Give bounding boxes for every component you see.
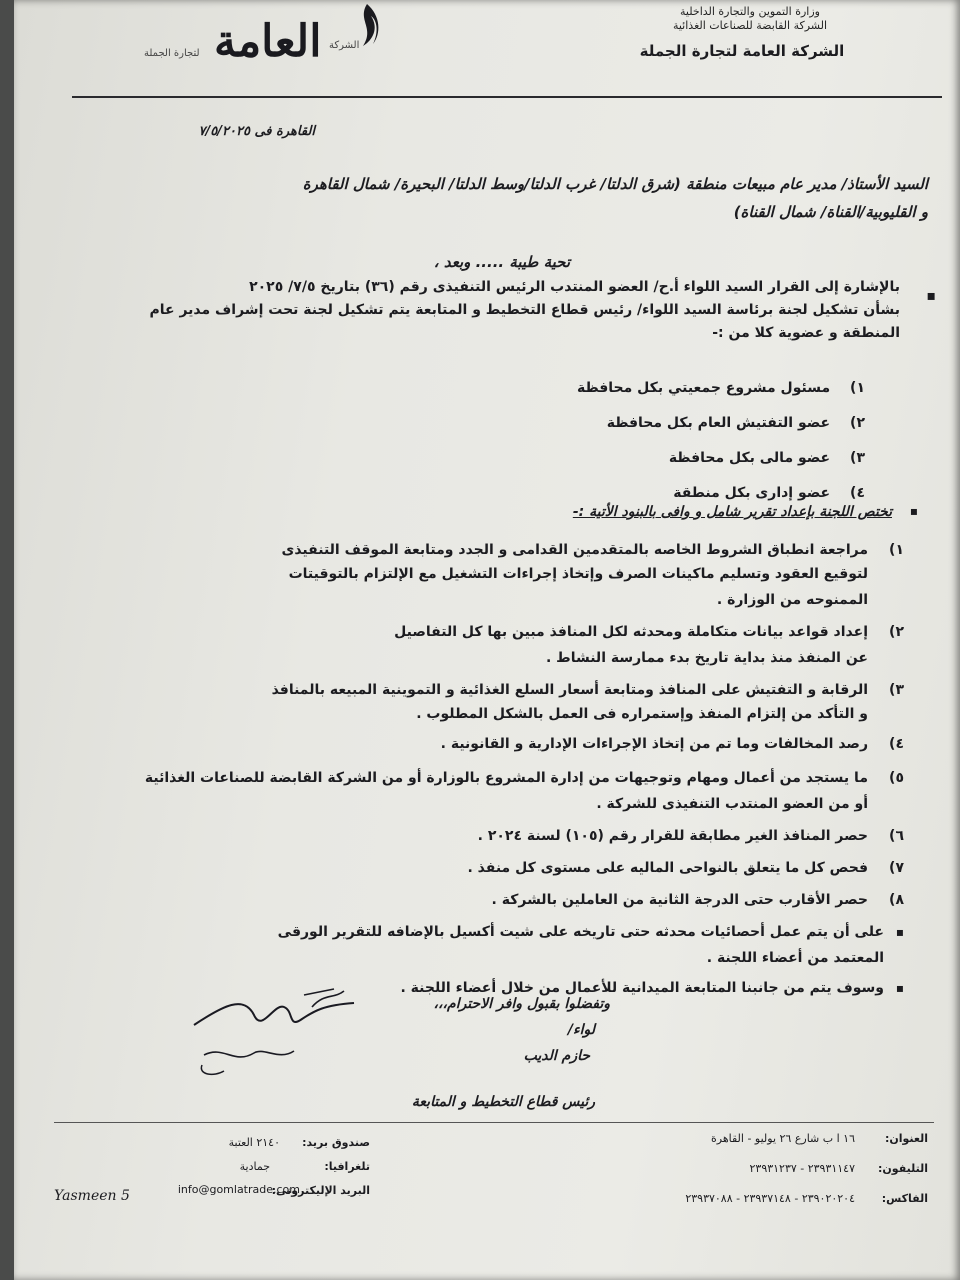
closing-salutation: وتفضلوا بقبول وافر الاحترام،،، — [433, 996, 610, 1012]
signatory-rank: لواء/ — [567, 1022, 595, 1038]
member-item: ٣) عضو مالى بكل محافظة — [668, 450, 865, 466]
company-name: الشركة العامة لتجارة الجملة — [639, 42, 845, 60]
footer-pobox-value: ٢١٤٠ العتبة — [228, 1136, 280, 1149]
footer-divider — [54, 1122, 934, 1123]
members-list — [465, 376, 865, 516]
member-item: ٤) عضو إدارى بكل منطقة — [673, 485, 865, 501]
footer-fax-label: الفاكس: — [881, 1192, 928, 1205]
footer-telegraph-label: تلغرافيا: — [324, 1160, 370, 1173]
member-item: ٢) عضو التفتيش العام بكل محافظة — [606, 415, 865, 431]
bullet-icon: ▪ — [909, 504, 918, 518]
signatory-name: حازم الديب — [523, 1048, 590, 1064]
recipient-address — [108, 170, 928, 226]
intro-line-1: بالإشارة إلى القرار السيد اللواء أ.ح/ العضو المنتدب الرئيس التنفيذى رقم (٣٦) بتاريخ ٧/٥/ ٢٠٢٥ — [249, 279, 900, 295]
ministry-name: وزارة التموين والتجارة الداخلية — [680, 5, 820, 18]
footer-email-label: البريد الإليكترونى: — [271, 1184, 370, 1197]
signatory-position: رئيس قطاع التخطيط و المتابعة — [411, 1094, 595, 1110]
letterhead-authority — [590, 5, 910, 33]
header-divider — [72, 96, 942, 98]
logo-flame-icon — [349, 2, 385, 62]
logo-prefix: الشركة — [329, 40, 360, 51]
footer-address-label: العنوان: — [884, 1132, 928, 1145]
footer-email-value: info@gomlatrade.com — [177, 1183, 300, 1196]
intro-line-3: المنطقة و عضوية كلا من :- — [712, 325, 900, 341]
letter-paper: وزارة التموين والتجارة الداخلية الشركة القابضة للصناعات الغذائية الشركة العامة لتجارة الجملة العامة لتجارة الجملة الشركة القاهرة فى ٧/٥/٢٠٢٥ السيد الأستاذ/ مدير عام مبيعات منطقة (شرق الدلتا/ غرب الدلتا/وسط الدلتا/ البحيرة/ شمال القاهرة و القليوبية/القناة/ شمال القناة) تحية طيبة ..... وبعد ، ▪ بالإشارة إلى القرار السيد اللواء أ.ح/ العضو المنتدب الرئيس التنفيذى رقم (٣٦) بتاريخ ٧/٥/ ٢٠٢٥ بشأن تشكيل لجنة برئاسة السيد اللواء/ رئيس قطاع التخطيط و المتابعة يتم تشكيل لجنة تحت إشراف مدير عام المنطقة و عضوية كلا من :- ١) مسئول مشروع جمعيتي بكل محافظة ٢) عضو التفتيش العام بكل محافظة ٣) عضو مالى بكل محافظة ٤) عضو إدارى بكل منطقة ▪ تختص اللجنة بإعداد تقرير شامل و وافى بالبنود الأتية :- ١) مراجعة انطباق الشروط الخاصه بالمتقدمين القدامى و الجدد ومتابعة الموقف التنفيذى لتوقيع العقود وتسليم ماكينات الصرف وإتخاذ إجراءات التشغيل مع الإلتزام بالتوقيتات الممنوحه من الوزارة . ٢) إعداد قواعد بيانات متكاملة ومحدثه لكل المنافذ مبين بها كل التفاصيل عن المنفذ منذ بداية تاريخ بدء ممارسة النشاط . ٣) الرقابة و التفتيش على المنافذ ومتابعة أسعار السلع الغذائية و التموينية المبيعه بالمنافذ و التأكد من إلتزام المنفذ وإستمراره فى العمل بالشكل المطلوب . ٤) رصد المخالفات وما تم من إتخاذ الإجراءات الإدارية و القانونية . ٥) ما يستجد من أعمال ومهام وتوجيهات من إدارة المشروع بالوزارة أو من الشركة القابضة للصناعات الغذائية أو من العضو المنتدب التنفيذى للشركة . ٦) حصر المنافذ الغير مطابقة للقرار رقم (١٠٥) لسنة ٢٠٢٤ . ٧) فحص كل ما يتعلق بالنواحى الماليه على مستوى كل منفذ . ٨) حصر الأقارب حتى الدرجة الثانية من العاملين بالشركة . ▪ على أن يتم عمل أحصائيات محدثه حتى تاريخه على شيت أكسيل بالإضافه للتقرير الورقى المعتمد من أعضاء اللجنة . ▪ وسوف يتم من جانبنا المتابعة الميدانية للأعمال من خلال أعضاء اللجنة . وتفضلوا بقبول وافر الاحترام،،، لواء/ حازم الديب رئيس قطاع التخطيط و المتابعة العنوان: ١٦ ا ب شارع ٢٦ يوليو - القاهرة التليفون: ٢٣٩٣١١٤٧ - ٢٣٩٣١٢٣٧ الفاكس: ٢٣٩٠٢٠٢٠٤ - ٢٣٩٣٧١٤٨ - ٢٣٩٣٧٠٨٨ صندوق بريد: ٢١٤٠ العتبة تلغرافيا: جمادية البريد الإليكترونى: info@gomlatrade.com Yasmeen 5 — [14, 0, 960, 1280]
bullet-icon: ▪ — [926, 288, 936, 304]
letter-date: القاهرة فى ٧/٥/٢٠٢٥ — [198, 124, 315, 139]
footer-telegraph-value: جمادية — [239, 1160, 270, 1173]
typist-tag: Yasmeen 5 — [54, 1188, 130, 1204]
recipient-line-2: و القليوبية/القناة/ شمال القناة) — [733, 203, 928, 221]
company-logo — [144, 2, 394, 82]
handwritten-signature — [184, 985, 364, 1080]
member-item: ١) مسئول مشروع جمعيتي بكل محافظة — [577, 380, 865, 396]
footer-phone-value: ٢٣٩٣١١٤٧ - ٢٣٩٣١٢٣٧ — [749, 1162, 855, 1175]
holding-company-name: الشركة القابضة للصناعات الغذائية — [672, 19, 828, 32]
intro-paragraph — [40, 278, 900, 343]
logo-subtitle: لتجارة الجملة — [144, 48, 200, 59]
bullet-icon: ▪ — [895, 925, 904, 939]
footer-pobox-label: صندوق بريد: — [302, 1136, 370, 1149]
footer-address-value: ١٦ ا ب شارع ٢٦ يوليو - القاهرة — [710, 1132, 855, 1145]
logo-main-text: العامة — [214, 16, 322, 67]
bullet-icon: ▪ — [895, 981, 904, 995]
duties-title: تختص اللجنة بإعداد تقرير شامل و وافى بالبنود الأتية :- — [572, 504, 892, 520]
recipient-line-1: السيد الأستاذ/ مدير عام مبيعات منطقة (شرق الدلتا/ غرب الدلتا/وسط الدلتا/ البحيرة/ شمال القاهرة — [302, 175, 928, 193]
greeting: تحية طيبة ..... وبعد ، — [433, 253, 570, 271]
footer-phone-label: التليفون: — [878, 1162, 928, 1175]
intro-line-2: بشأن تشكيل لجنة برئاسة السيد اللواء/ رئيس قطاع التخطيط و المتابعة يتم تشكيل لجنة تحت إشراف مدير عام — [149, 302, 900, 318]
footer-fax-value: ٢٣٩٠٢٠٢٠٤ - ٢٣٩٣٧١٤٨ - ٢٣٩٣٧٠٨٨ — [685, 1192, 855, 1205]
